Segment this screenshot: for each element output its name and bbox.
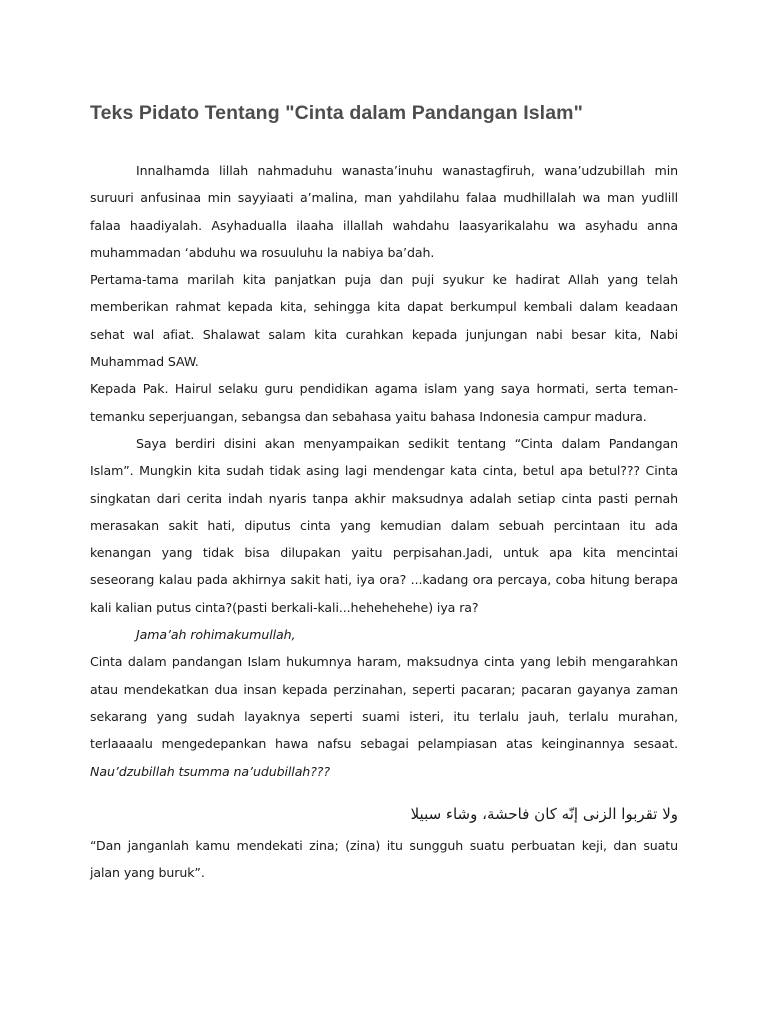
document-body (90, 157, 678, 886)
paragraph-gratitude: Pertama-tama marilah kita panjatkan puja dan puji syukur ke hadirat Allah yang telah memberikan rahmat kepada kita, sehingga kita dapat berkumpul kembali dalam keadaan sehat wal afiat. Shalawat salam kita curahkan kepada junjungan nabi besar kita, Nabi Muhammad SAW. (90, 272, 678, 370)
page-title: Teks Pidato Tentang "Cinta dalam Pandangan Islam" (90, 102, 583, 124)
paragraph-topic: Saya berdiri disini akan menyampaikan sedikit tentang “Cinta dalam Pandangan Islam”. Mungkin kita sudah tidak asing lagi mendengar kata cinta, betul apa betul??? Cinta singkatan dari cerita indah nyaris tanpa akhir maksudnya adalah setiap cinta pasti pernah merasakan sakit hati, diputus cinta yang kemudian dalam sebuah percintaan itu ada kenangan yang tidak bisa dilupakan yaitu perpisahan.Jadi, untuk apa kita mencintai seseorang kalau pada akhirnya sakit hati, iya ora? ...kadang ora percaya, coba hitung berapa kali kalian putus cinta?(pasti berkali-kali...hehehehehe) iya ra? (90, 435, 678, 615)
paragraph-address: Jama’ah rohimakumullah, (136, 627, 296, 643)
paragraph-opening: Innalhamda lillah nahmaduhu wanasta’inuhu wanastagfiruh, wana’udzubillah min suruuri anfusinaa min sayyiaati a’malina, man yahdilahu falaa mudhillalah wa man yudlill falaa haadiyalah. Asyhadualla ilaaha illallah wahdahu laasyarikalahu wa asyhadu anna muhammadan ‘abduhu wa rosuuluhu la nabiya ba’dah. (90, 163, 678, 260)
paragraph-islam-view (90, 648, 678, 784)
paragraph-greeting: Kepada Pak. Hairul selaku guru pendidikan agama islam yang saya hormati, serta teman-temanku seperjuangan, sebangsa dan sebahasa yaitu bahasa Indonesia campur madura. (90, 381, 678, 424)
islam-view-exclamation: Nau’dzubillah tsumma na’udubillah??? (90, 763, 330, 779)
islam-view-text: Cinta dalam pandangan Islam hukumnya haram, maksudnya cinta yang lebih mengarahkan atau mendekatkan dua insan kepada perzinahan, seperti pacaran; pacaran gayanya zaman sekarang yang sudah layaknya seperti suami isteri, itu terlalu jauh, terlalu murahan, terlaaaalu mengedepankan hawa nafsu sebagai pelampiasan atas keinginannya sesaat. (90, 654, 678, 752)
paragraph-translation: “Dan janganlah kamu mendekati zina; (zina) itu sungguh suatu perbuatan keji, dan suatu jalan yang buruk”. (90, 837, 678, 881)
arabic-verse: ولا تقربوا الزنى إنّه كان فاحشة، وشاء سبيلا (410, 804, 678, 823)
